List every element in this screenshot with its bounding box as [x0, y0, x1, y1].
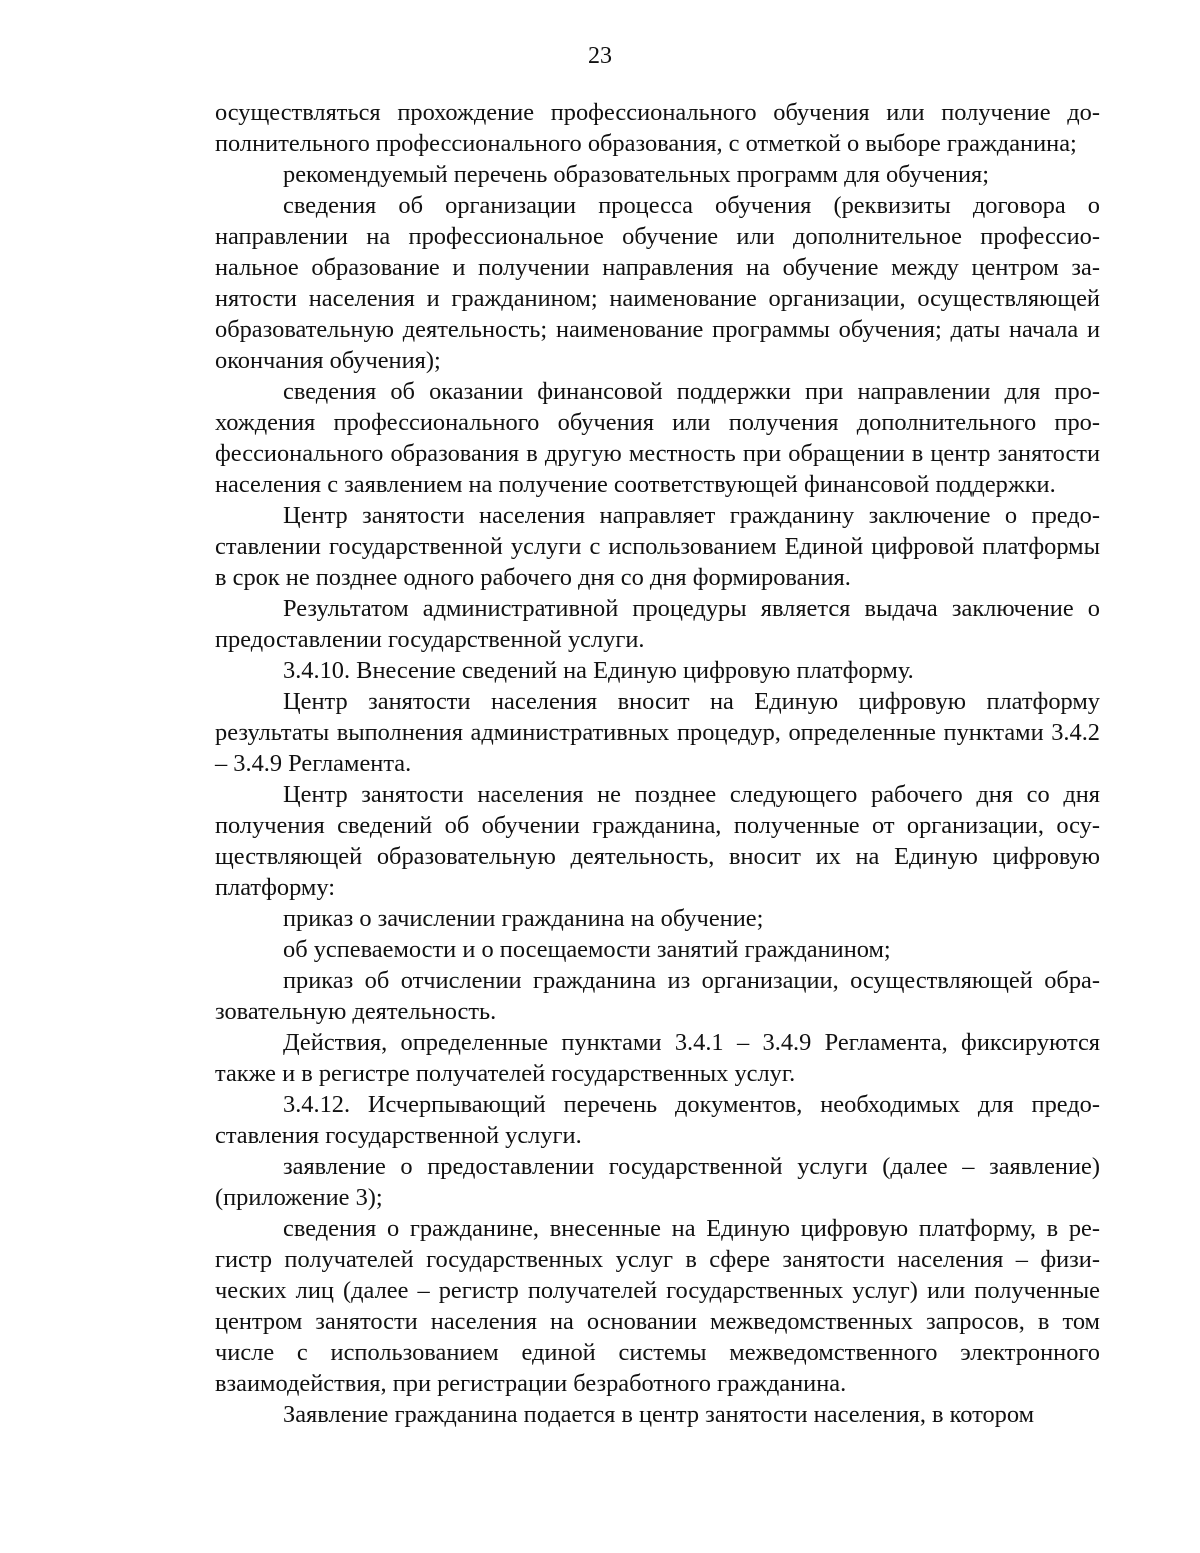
paragraph-next-day-entry: Центр занятости населения не позднее следующего рабочего дня со дня получения сведений об обучении гражданина, полученные от организации, осуществляющей образовательную деятельность, вносит их на Единую цифровую платформу:	[215, 781, 1100, 901]
paragraph-conclusion-sending: Центр занятости населения направляет гражданину заключение о предоставлении государственной услуги с использованием Единой цифровой платформы в срок не позднее одного рабочего дня со дня формирования.	[215, 502, 1100, 591]
list-item-application: заявление о предоставлении государственной услуги (далее – заявление) (приложение 3);	[215, 1153, 1100, 1211]
paragraph-application-submission: Заявление гражданина подается в центр занятости населения, в котором	[283, 1401, 1035, 1428]
list-item-expulsion-order: приказ об отчислении гражданина из организации, осуществляющей образовательную деятельность.	[215, 967, 1100, 1025]
section-heading-3-4-12: 3.4.12. Исчерпывающий перечень документов, необходимых для предоставления государственной услуги.	[215, 1091, 1100, 1149]
list-item-citizen-info: сведения о гражданине, внесенные на Единую цифровую платформу, в регистр получателей государственных услуг в сфере занятости населения – физических лиц (далее – регистр получателей государственных услуг) или полученные центром занятости населения на основании межведомственных запросов, в том числе с использованием единой системы межведомственного электронного взаимодействия, при регистрации безработного гражданина.	[215, 1215, 1100, 1397]
paragraph-recommended-programs: рекомендуемый перечень образовательных программ для обучения;	[283, 161, 990, 188]
paragraph-register-actions: Действия, определенные пунктами 3.4.1 – 3.4.9 Регламента, фиксируются также и в регистре получателей государственных услуг.	[215, 1029, 1100, 1087]
list-item-attendance: об успеваемости и о посещаемости занятий гражданином;	[283, 936, 891, 963]
page-number: 23	[588, 43, 612, 69]
paragraph-financial-support: сведения об оказании финансовой поддержки при направлении для прохождения профессионального обучения или получения дополнительного профессионального образования в другую местность при обращении в центр занятости населения с заявлением на получение соответствующей финансовой поддержки.	[215, 378, 1100, 498]
paragraph-training-organization: сведения об организации процесса обучения (реквизиты договора о направлении на профессиональное обучение или дополнительное профессиональное образование и получении направления на обучение между центром занятости населения и гражданином; наименование организации, осуществляющей образовательную деятельность; наименование программы обучения; даты начала и окончания обучения);	[215, 192, 1100, 374]
paragraph-procedure-result: Результатом административной процедуры является выдача заключение о предоставлении государственной услуги.	[215, 595, 1100, 653]
list-item-enrollment-order: приказ о зачислении гражданина на обучение;	[283, 905, 764, 932]
document-body	[215, 97, 1100, 1430]
paragraph-continuation: осуществляться прохождение профессионального обучения или получение дополнительного профессионального образования, с отметкой о выборе гражданина;	[215, 99, 1100, 157]
paragraph-platform-entry: Центр занятости населения вносит на Единую цифровую платформу результаты выполнения административных процедур, определенные пунктами 3.4.2 – 3.4.9 Регламента.	[215, 688, 1100, 777]
section-heading-3-4-10: 3.4.10. Внесение сведений на Единую цифровую платформу.	[283, 657, 914, 684]
